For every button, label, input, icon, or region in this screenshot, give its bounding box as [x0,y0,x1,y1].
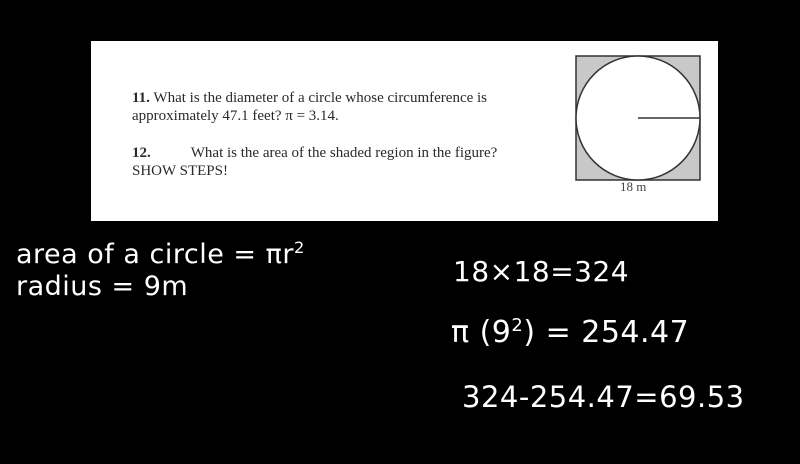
question-12 [132,144,572,180]
question-12-line2: SHOW STEPS! [132,163,228,179]
question-12-number: 12. [132,145,151,161]
question-11 [132,89,552,125]
circle-area-exponent: 2 [511,315,524,336]
handwritten-circle-area [451,315,689,350]
handwritten-square-area: 18×18=324 [453,255,630,288]
question-11-number: 11. [132,90,150,106]
question-11-line2: approximately 47.1 feet? π = 3.14. [132,108,339,124]
handwritten-shaded-area: 324-254.47=69.53 [462,380,745,414]
area-formula-text: area of a circle = πr [16,239,294,270]
circle-area-prefix: π (9 [451,315,512,350]
figure-dimension-label: 18 m [620,179,647,194]
circle-area-suffix: ) = 254.47 [523,315,690,350]
square-circle-figure [575,55,701,181]
worksheet-image [91,41,718,221]
handwritten-radius: radius = 9m [16,271,189,302]
question-11-line1: What is the diameter of a circle whose circumference is [153,90,488,106]
handwritten-area-formula [16,238,305,270]
area-formula-exponent: 2 [293,238,305,257]
question-12-line1: What is the area of the shaded region in the figure? [190,145,498,161]
